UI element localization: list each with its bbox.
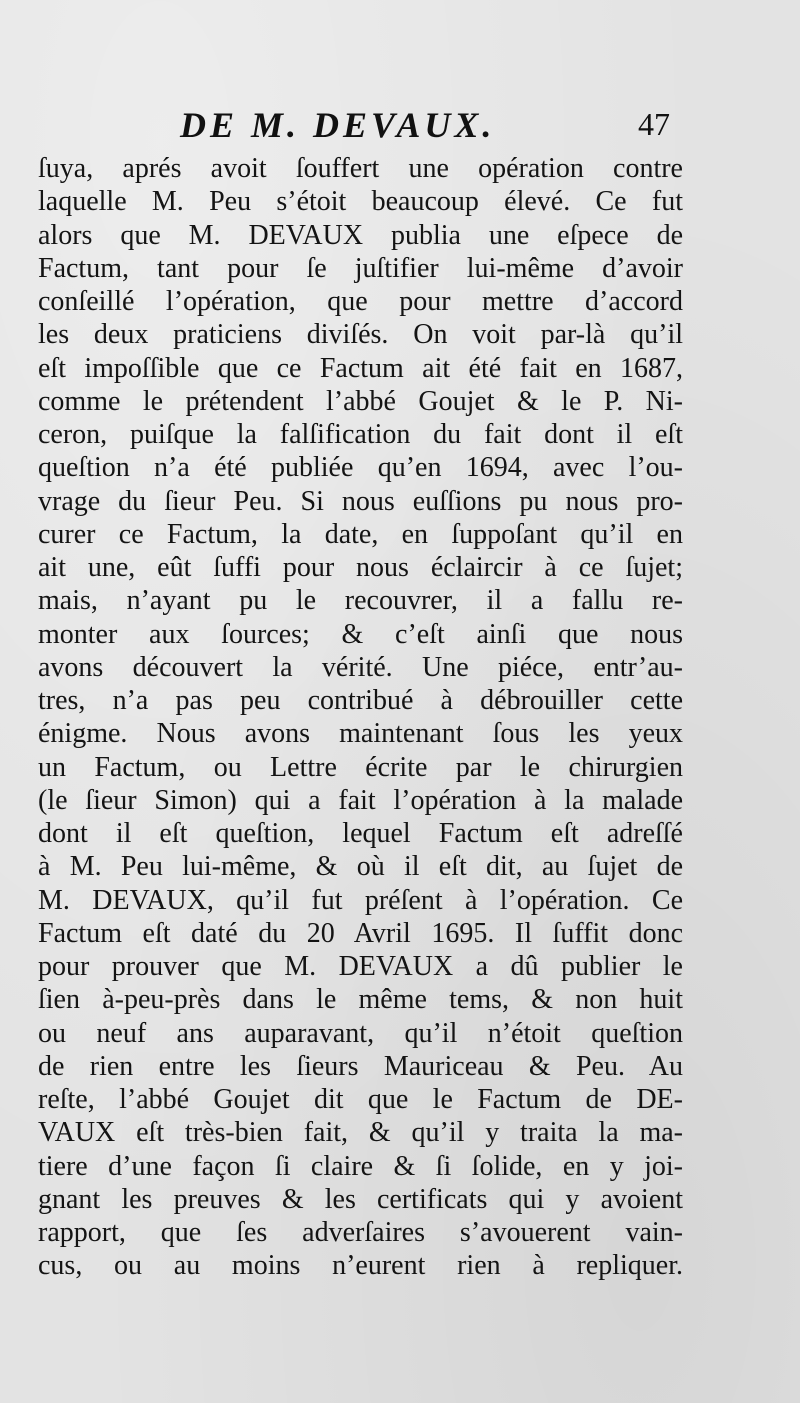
text-line: ou neuf ans auparavant, qu’il n’étoit queſtion (38, 1017, 683, 1049)
text-line: avons découvert la vérité. Une piéce, entr’au- (38, 651, 683, 683)
text-line: curer ce Factum, la date, en ſuppoſant qu’il en (38, 518, 683, 550)
running-head (180, 104, 680, 148)
text-line: eſt impoſſible que ce Factum ait été fait en 1687, (38, 352, 683, 384)
text-line: ait une, eût ſuffi pour nous éclaircir à ce ſujet; (38, 552, 683, 583)
text-line: pour prouver que M. DEVAUX a dû publier le (38, 951, 683, 982)
running-title: DE M. DEVAUX. (180, 105, 496, 145)
text-line: Factum, tant pour ſe juſtifier lui-même d’avoir (38, 252, 683, 284)
page-number: 47 (638, 106, 670, 142)
text-line: à M. Peu lui-même, & où il eſt dit, au ſujet de (38, 851, 683, 883)
text-line: dont il eſt queſtion, lequel Factum eſt adreſſé (38, 818, 683, 849)
body-text (38, 152, 683, 1283)
text-line: les deux praticiens diviſés. On voit par-là qu’il (38, 319, 683, 351)
text-line: un Factum, ou Lettre écrite par le chirurgien (38, 751, 683, 783)
text-line: (le ſieur Simon) qui a fait l’opération à la malade (38, 784, 683, 816)
text-line: conſeillé l’opération, que pour mettre d’accord (38, 286, 683, 317)
text-line: Factum eſt daté du 20 Avril 1695. Il ſuffit donc (38, 917, 683, 949)
text-line: vrage du ſieur Peu. Si nous euſſions pu nous pro- (38, 485, 683, 517)
text-line: ſien à-peu-près dans le même tems, & non huit (38, 984, 683, 1016)
text-line: M. DEVAUX, qu’il fut préſent à l’opération. Ce (38, 884, 683, 916)
text-line: ceron, puiſque la falſification du fait dont il eſt (38, 419, 683, 450)
text-line: alors que M. DEVAUX publia une eſpece de (38, 219, 683, 251)
text-line: tres, n’a pas peu contribué à débrouiller cette (38, 685, 683, 716)
text-line: de rien entre les ſieurs Mauriceau & Peu. Au (38, 1050, 683, 1082)
text-line: rapport, que ſes adverſaires s’avouerent vain- (38, 1217, 683, 1248)
text-line: gnant les preuves & les certificats qui y avoient (38, 1183, 683, 1215)
text-line: cus, ou au moins n’eurent rien à repliquer. (38, 1250, 683, 1282)
text-line: comme le prétendent l’abbé Goujet & le P. Ni- (38, 385, 683, 417)
text-line: mais, n’ayant pu le recouvrer, il a fallu re- (38, 585, 683, 617)
text-line: ſuya, aprés avoit ſouffert une opération contre (38, 153, 683, 184)
text-line: VAUX eſt très-bien fait, & qu’il y traita la ma- (38, 1117, 683, 1149)
text-line: monter aux ſources; & c’eſt ainſi que nous (38, 618, 683, 650)
text-line: reſte, l’abbé Goujet dit que le Factum de DE- (38, 1084, 683, 1115)
text-line: énigme. Nous avons maintenant ſous les yeux (38, 718, 683, 750)
text-line: laquelle M. Peu s’étoit beaucoup élevé. Ce fut (38, 186, 683, 218)
text-line: queſtion n’a été publiée qu’en 1694, avec l’ou- (38, 452, 683, 484)
text-line: tiere d’une façon ſi claire & ſi ſolide, en y joi- (38, 1150, 683, 1182)
